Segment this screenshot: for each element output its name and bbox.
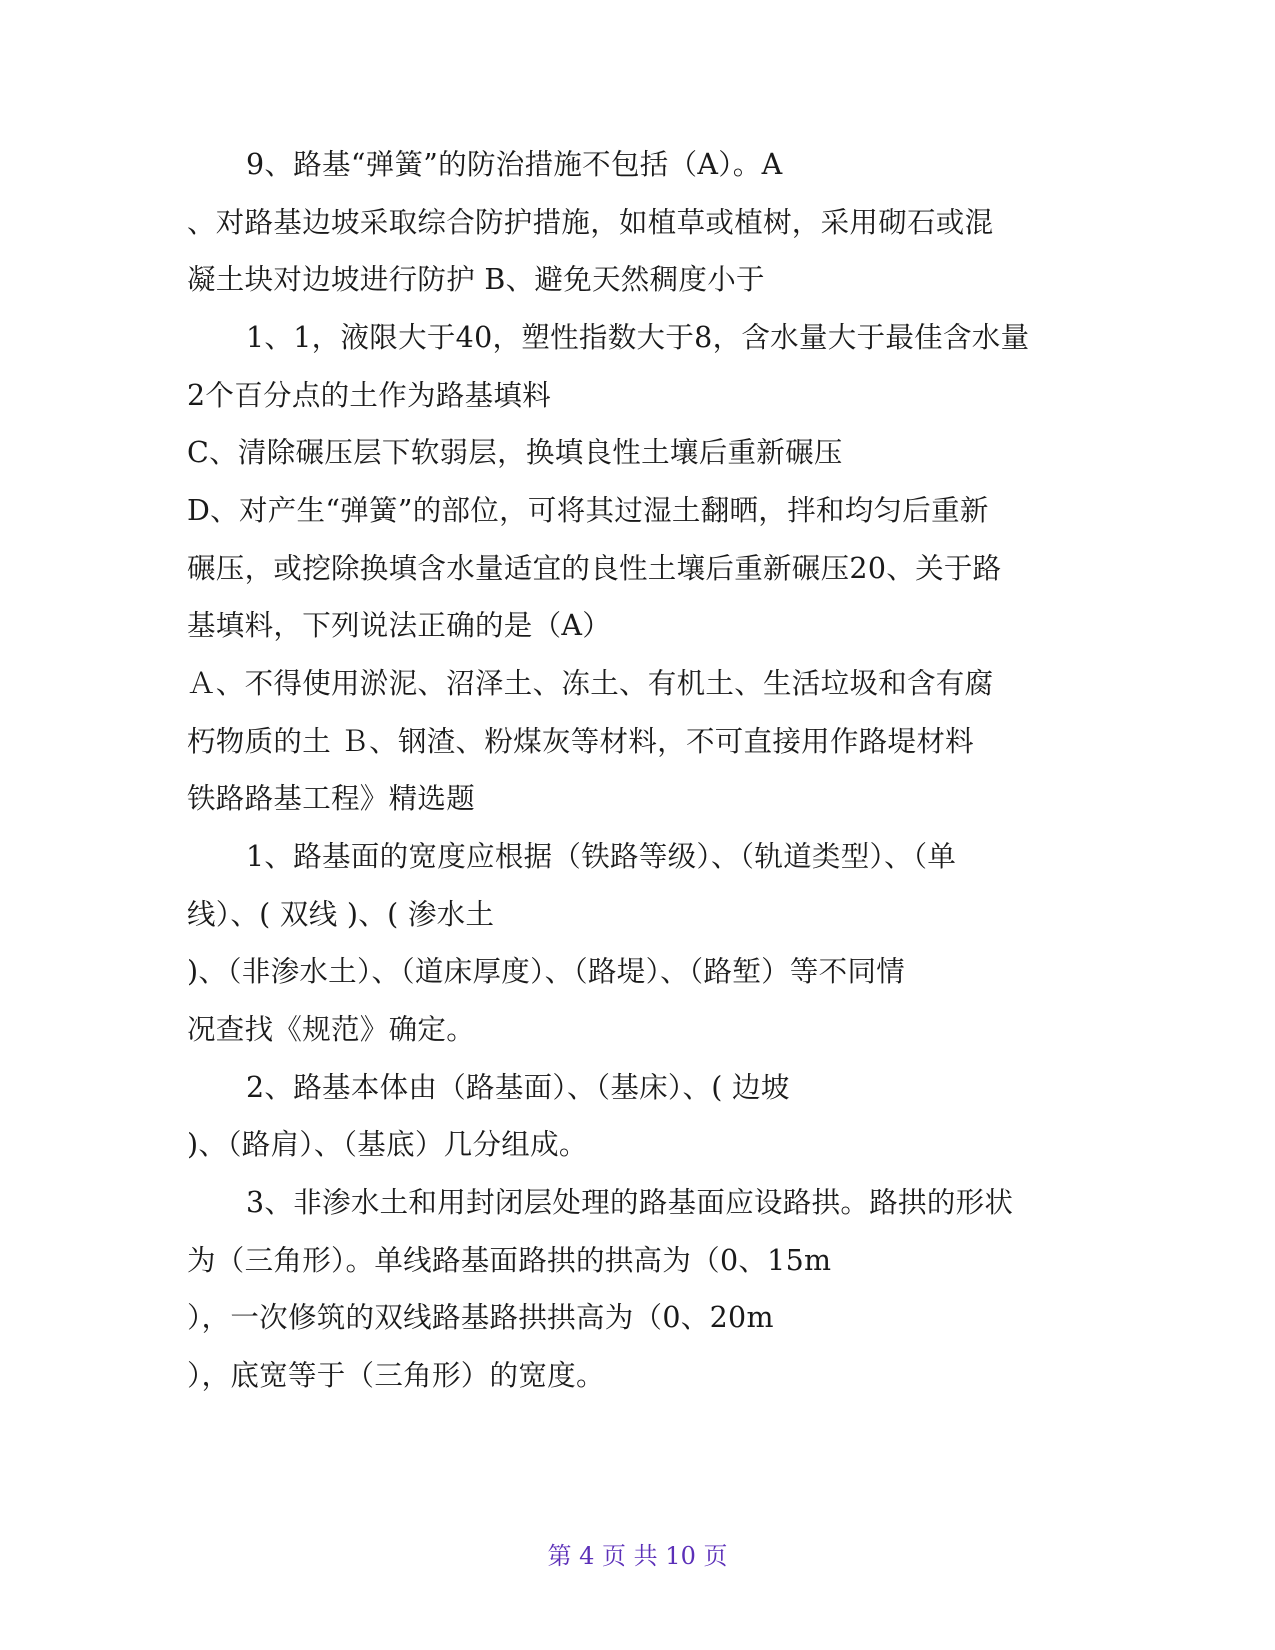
text-line: 凝土块对边坡进行防护 B、避免天然稠度小于 xyxy=(187,263,765,296)
text-line: Ａ、不得使用淤泥、沼泽土、冻土、有机土、生活垃圾和含有腐 xyxy=(187,667,994,700)
text-line: 线）、( 双线 )、( 渗水土 xyxy=(187,898,495,931)
text-line: 为（三角形）。单线路基面路拱的拱高为（0、15m xyxy=(187,1244,832,1277)
text-line: 3、非渗水土和用封闭层处理的路基面应设路拱。路拱的形状 xyxy=(246,1186,1014,1219)
text-line: ），一次修筑的双线路基路拱拱高为（0、20m xyxy=(187,1301,774,1334)
text-line: 况查找《规范》确定。 xyxy=(187,1013,476,1046)
text-line: 9、路基“弹簧”的防治措施不包括（A）。A xyxy=(246,148,783,181)
text-line: 1、1，液限大于40，塑性指数大于8，含水量大于最佳含水量 xyxy=(246,321,1030,354)
text-line: 1、路基面的宽度应根据（铁路等级）、（轨道类型）、（单 xyxy=(246,840,957,873)
text-line: 2个百分点的土作为路基填料 xyxy=(187,379,552,412)
text-line: 、对路基边坡采取综合防护措施，如植草或植树，采用砌石或混 xyxy=(187,206,994,239)
text-line: )、（路肩）、（基底）几分组成。 xyxy=(187,1128,588,1161)
text-line: ），底宽等于（三角形）的宽度。 xyxy=(187,1359,605,1392)
text-line: )、（非渗水土）、（道床厚度）、（路堤）、（路堑）等不同情 xyxy=(187,955,906,988)
text-line: 基填料，下列说法正确的是（A） xyxy=(187,609,612,642)
text-line: 铁路路基工程》精选题 xyxy=(187,782,476,815)
text-line: 碾压，或挖除换填含水量适宜的良性土壤后重新碾压20、关于路 xyxy=(187,552,1002,585)
text-line: C、清除碾压层下软弱层，换填良性土壤后重新碾压 xyxy=(187,436,843,469)
text-line: 朽物质的土 Ｂ、钢渣、粉煤灰等材料，不可直接用作路堤材料 xyxy=(187,725,974,758)
text-line: 2、路基本体由（路基面）、（基床）、( 边坡 xyxy=(246,1071,790,1104)
text-line: D、对产生“弹簧”的部位，可将其过湿土翻晒，拌和均匀后重新 xyxy=(187,494,989,527)
page-number-footer: 第 4 页 共 10 页 xyxy=(547,1542,728,1570)
